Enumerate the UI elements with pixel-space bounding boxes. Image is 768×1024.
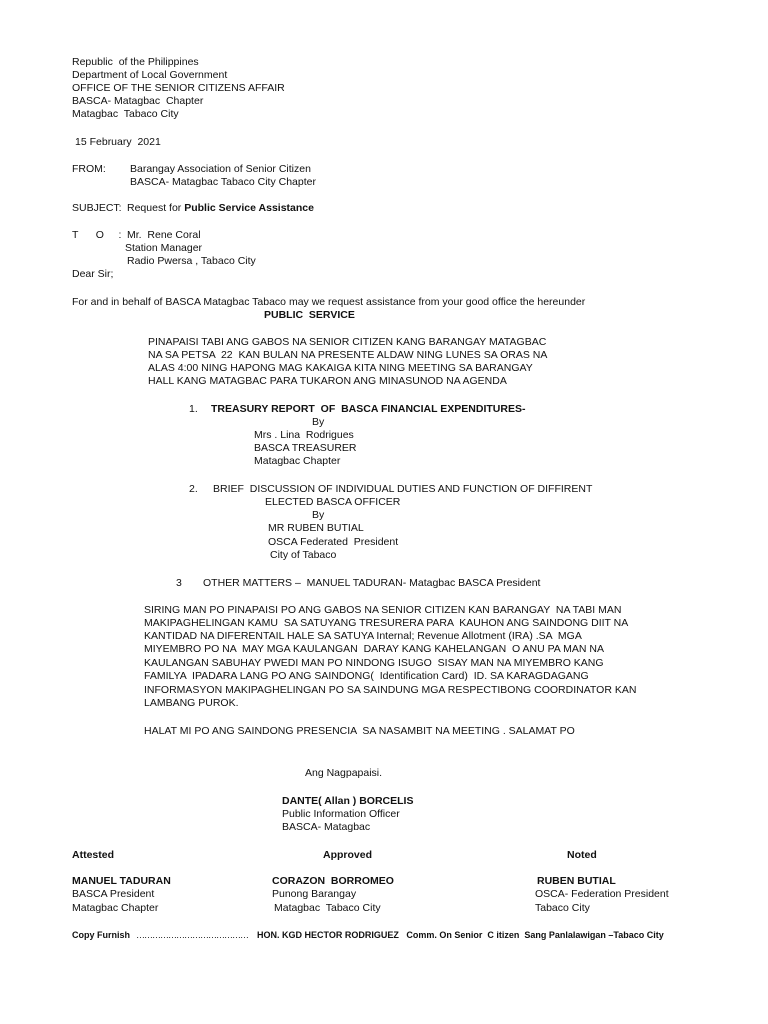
noted-org: Tabaco City — [535, 902, 590, 914]
body-line: FAMILYA IPADARA LANG PO ANG SAINDONG( Identification Card) ID. SA KARAGDAGANG — [144, 670, 589, 682]
sender-role: Public Information Officer — [282, 808, 400, 820]
to-position: Station Manager — [125, 242, 203, 254]
announcement-line: ALAS 4:00 NING HAPONG MAG KAKAIGA KITA NING MEETING SA BARANGAY — [148, 362, 533, 374]
copy-furnish-recipient: HON. KGD HECTOR RODRIGUEZ Comm. On Senior C itizen Sang Panlalawigan –Tabaco City — [257, 930, 664, 940]
to-station: Radio Pwersa , Tabaco City — [127, 255, 256, 267]
copy-furnish-dots: …………………………………… — [136, 930, 248, 940]
body-line: LAMBANG PUROK. — [144, 697, 239, 709]
subject-bold: Public Service Assistance — [184, 202, 314, 214]
sender-org: BASCA- Matagbac — [282, 821, 371, 833]
subject-prefix: Request for — [127, 202, 185, 214]
from-line-2: BASCA- Matagbac Tabaco City Chapter — [130, 176, 316, 188]
announcement-line: HALL KANG MATAGBAC PARA TUKARON ANG MINASUNOD NA AGENDA — [148, 375, 507, 387]
agenda-3-number: 3 — [176, 577, 182, 589]
agenda-1-name: Mrs . Lina Rodrigues — [254, 429, 354, 441]
announcement-line: PINAPAISI TABI ANG GABOS NA SENIOR CITIZEN KANG BARANGAY MATAGBAC — [148, 336, 547, 348]
agenda-2-number: 2. — [189, 483, 198, 495]
copy-furnish-label: Copy Furnish — [72, 930, 130, 940]
from-label: FROM: — [72, 163, 106, 175]
from-line-1: Barangay Association of Senior Citizen — [130, 163, 311, 175]
header-office: OFFICE OF THE SENIOR CITIZENS AFFAIR — [72, 82, 285, 94]
subject-label: SUBJECT: — [72, 202, 122, 214]
header-chapter: BASCA- Matagbac Chapter — [72, 95, 204, 107]
noted-name: RUBEN BUTIAL — [537, 875, 616, 887]
section-heading: PUBLIC SERVICE — [264, 309, 355, 321]
salutation: Dear Sir; — [72, 268, 114, 280]
body-line: KANTIDAD NA DIFERENTAIL HALE SA SATUYA Internal; Revenue Allotment (IRA) .SA MGA — [144, 630, 582, 642]
agenda-3-title: OTHER MATTERS – MANUEL TADURAN- Matagbac BASCA President — [203, 577, 541, 589]
to-name: Mr. Rene Coral — [127, 229, 201, 241]
noted-role: OSCA- Federation President — [535, 888, 669, 900]
attested-org: Matagbac Chapter — [72, 902, 159, 914]
agenda-2-by: By — [312, 509, 325, 521]
agenda-1-by: By — [312, 416, 325, 428]
agenda-1-org: Matagbac Chapter — [254, 455, 341, 467]
approved-role: Punong Barangay — [272, 888, 357, 900]
sender-label: Ang Nagpapaisi. — [305, 767, 383, 779]
agenda-2-title-1: BRIEF DISCUSSION OF INDIVIDUAL DUTIES AND FUNCTION OF DIFFIRENT — [213, 483, 593, 495]
subject-text — [127, 202, 314, 215]
body-line: KAULANGAN SABUHAY PWEDI MAN PO NINDONG ISUGO SISAY MAN NA MIYEMBRO KANG — [144, 657, 604, 669]
attested-role: BASCA President — [72, 888, 155, 900]
approved-name: CORAZON BORROMEO — [272, 875, 394, 887]
noted-label: Noted — [567, 849, 597, 861]
agenda-1-number: 1. — [189, 403, 198, 415]
intro-text: For and in behalf of BASCA Matagbac Tabaco may we request assistance from your good office the hereunder — [72, 296, 586, 308]
agenda-2-org: City of Tabaco — [270, 549, 337, 561]
agenda-2-role: OSCA Federated President — [268, 536, 399, 548]
agenda-2-title-2: ELECTED BASCA OFFICER — [265, 496, 401, 508]
agenda-2-name: MR RUBEN BUTIAL — [268, 522, 364, 534]
letter-date: 15 February 2021 — [75, 136, 161, 148]
header-department: Department of Local Government — [72, 69, 228, 81]
header-city: Matagbac Tabaco City — [72, 108, 179, 120]
body-line: MIYEMBRO PO NA MAY MGA KAULANGAN DARAY KANG KAHELANGAN O ANU PA MAN NA — [144, 643, 604, 655]
body-line: INFORMASYON MAKIPAGHELINGAN PO SA SAINDUNG MGA RESPECTIBONG COORDINATOR KAN — [144, 684, 637, 696]
sender-name: DANTE( Allan ) BORCELIS — [282, 795, 414, 807]
closing-line: HALAT MI PO ANG SAINDONG PRESENCIA SA NASAMBIT NA MEETING . SALAMAT PO — [144, 725, 575, 737]
approved-org: Matagbac Tabaco City — [274, 902, 381, 914]
attested-name: MANUEL TADURAN — [72, 875, 171, 887]
body-line: SIRING MAN PO PINAPAISI PO ANG GABOS NA SENIOR CITIZEN KAN BARANGAY NA TABI MAN — [144, 604, 622, 616]
agenda-1-role: BASCA TREASURER — [254, 442, 357, 454]
to-label: T O : — [72, 229, 122, 241]
agenda-1-title: TREASURY REPORT OF BASCA FINANCIAL EXPENDITURES- — [211, 403, 526, 415]
header-republic: Republic of the Philippines — [72, 56, 199, 68]
attested-label: Attested — [72, 849, 115, 861]
body-line: MAKIPAGHELINGAN KAMU SA SATUYANG TRESURERA PARA KAUHON ANG SAINDONG DIIT NA — [144, 617, 629, 629]
approved-label: Approved — [323, 849, 373, 861]
announcement-line: NA SA PETSA 22 KAN BULAN NA PRESENTE ALDAW NING LUNES SA ORAS NA — [148, 349, 548, 361]
